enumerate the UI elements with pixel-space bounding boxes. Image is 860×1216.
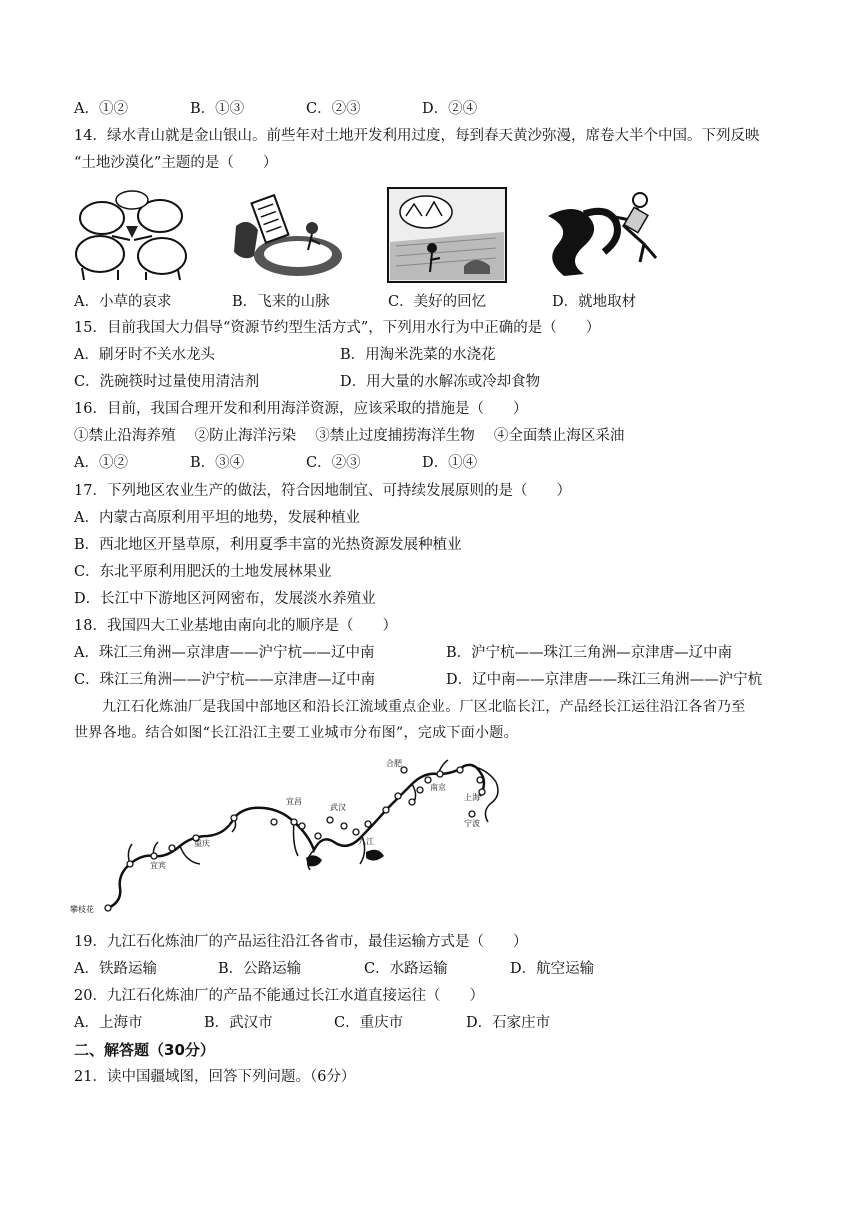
- q14-option-c: C．美好的回忆: [388, 294, 487, 310]
- q14-stem-line1: 14．绿水青山就是金山银山。前些年对土地开发利用过度，每到春天黄沙弥漫，席卷大半个中国。下列反映: [74, 128, 760, 144]
- q17-option-b: B．西北地区开垦草原，利用夏季丰富的光热资源发展种植业: [74, 537, 462, 553]
- q15-option-d: D．用大量的水解冻或冷却食物: [340, 374, 541, 390]
- label-wuhan: 武汉: [330, 803, 346, 812]
- q14-option-a: A．小草的哀求: [74, 294, 172, 310]
- cartoon-good-memories-icon: [386, 186, 508, 284]
- q13-option-c: C．②③: [306, 101, 361, 117]
- q16-options: [74, 453, 477, 473]
- q19-stem: 19．九江石化炼油厂的产品运往沿江各省市，最佳运输方式是（ ）: [74, 934, 528, 950]
- q15-options-row2: [74, 372, 540, 392]
- q16-stem: 16．目前，我国合理开发和利用海洋资源，应该采取的措施是（ ）: [74, 401, 528, 417]
- q18-option-b: B．沪宁杭——珠江三角洲—京津唐—辽中南: [446, 645, 733, 661]
- q19-option-b: B．公路运输: [218, 961, 302, 977]
- q13-option-d: D．②④: [422, 101, 478, 117]
- section-heading: 二、解答题（30分）: [74, 1041, 215, 1059]
- q20-stem: 20．九江石化炼油厂的产品不能通过长江水道直接运往（ ）: [74, 988, 484, 1004]
- q14-stem-line2: “土地沙漠化”主题的是（ ）: [74, 155, 278, 171]
- q18-option-d: D．辽中南——京津唐——珠江三角洲——沪宁杭: [446, 672, 763, 688]
- cartoon-flying-mountain-icon: [228, 186, 344, 282]
- q16-option-c: C．②③: [306, 455, 361, 471]
- q18-option-c: C．珠江三角洲——沪宁杭——京津唐—辽中南: [74, 672, 376, 688]
- q18-options-row1: [74, 643, 732, 663]
- q16-option-b: B．③④: [190, 455, 245, 471]
- label-yichang: 宜昌: [286, 797, 302, 806]
- label-shanghai: 上海: [464, 793, 480, 802]
- q17-option-a: A．内蒙古高原利用平坦的地势，发展种植业: [74, 510, 360, 526]
- label-ningbo: 宁波: [464, 819, 480, 828]
- label-chongqing: 重庆: [194, 839, 210, 848]
- q16-items: ①禁止沿海养殖 ②防止海洋污染 ③禁止过度捕捞海洋生物 ④全面禁止海区采油: [74, 428, 625, 444]
- q18-stem: 18．我国四大工业基地由南向北的顺序是（ ）: [74, 618, 397, 634]
- cartoon-sheep-icon: [72, 186, 192, 282]
- passage-line2: 世界各地。结合如图“长江沿江主要工业城市分布图”，完成下面小题。: [74, 725, 518, 741]
- yangtze-river-line: [108, 765, 484, 908]
- q14-option-b: B．飞来的山脉: [232, 294, 330, 310]
- label-hefei: 合肥: [386, 759, 402, 768]
- q13-option-a: A．①②: [74, 101, 128, 117]
- q16-option-a: A．①②: [74, 455, 128, 471]
- q13-option-b: B．①③: [190, 101, 245, 117]
- q15-option-a: A．刷牙时不关水龙头: [74, 347, 215, 363]
- q15-stem: 15．目前我国大力倡导“资源节约型生活方式”，下列用水行为中正确的是（ ）: [74, 320, 601, 336]
- label-nanjing: 南京: [430, 783, 446, 792]
- q15-option-b: B．用淘米洗菜的水浇花: [340, 347, 496, 363]
- label-yibin: 宜宾: [150, 861, 166, 870]
- q14-option-d: D．就地取材: [552, 294, 637, 310]
- q21-stem: 21．读中国疆域图，回答下列问题。（6分）: [74, 1069, 356, 1085]
- q17-option-c: C．东北平原利用肥沃的土地发展林果业: [74, 564, 332, 580]
- q15-option-c: C．洗碗筷时过量使用清洁剂: [74, 374, 260, 390]
- q20-option-c: C．重庆市: [334, 1015, 404, 1031]
- q19-option-c: C．水路运输: [364, 961, 448, 977]
- q20-options: [74, 1013, 550, 1033]
- q19-options: [74, 959, 594, 979]
- q17-stem: 17．下列地区农业生产的做法，符合因地制宜、可持续发展原则的是（ ）: [74, 483, 571, 499]
- q13-options: [74, 99, 477, 119]
- label-panzhihua: 攀枝花: [70, 905, 94, 914]
- q20-option-a: A．上海市: [74, 1015, 143, 1031]
- passage-line1: 九江石化炼油厂是我国中部地区和沿长江流域重点企业。厂区北临长江，产品经长江运往沿江各省乃至: [102, 699, 746, 715]
- q19-option-a: A．铁路运输: [74, 961, 157, 977]
- q20-option-d: D．石家庄市: [466, 1015, 551, 1031]
- cartoon-local-materials-icon: [544, 186, 664, 282]
- q20-option-b: B．武汉市: [204, 1015, 273, 1031]
- q17-option-d: D．长江中下游地区河网密布，发展淡水养殖业: [74, 591, 376, 607]
- q18-options-row2: [74, 670, 762, 690]
- yangtze-city-map: [68, 752, 508, 920]
- label-jiujiang: 九江: [358, 837, 374, 846]
- q18-option-a: A．珠江三角洲—京津唐——沪宁杭——辽中南: [74, 645, 375, 661]
- q15-options-row1: [74, 345, 496, 365]
- q16-option-d: D．①④: [422, 455, 478, 471]
- q19-option-d: D．航空运输: [510, 961, 595, 977]
